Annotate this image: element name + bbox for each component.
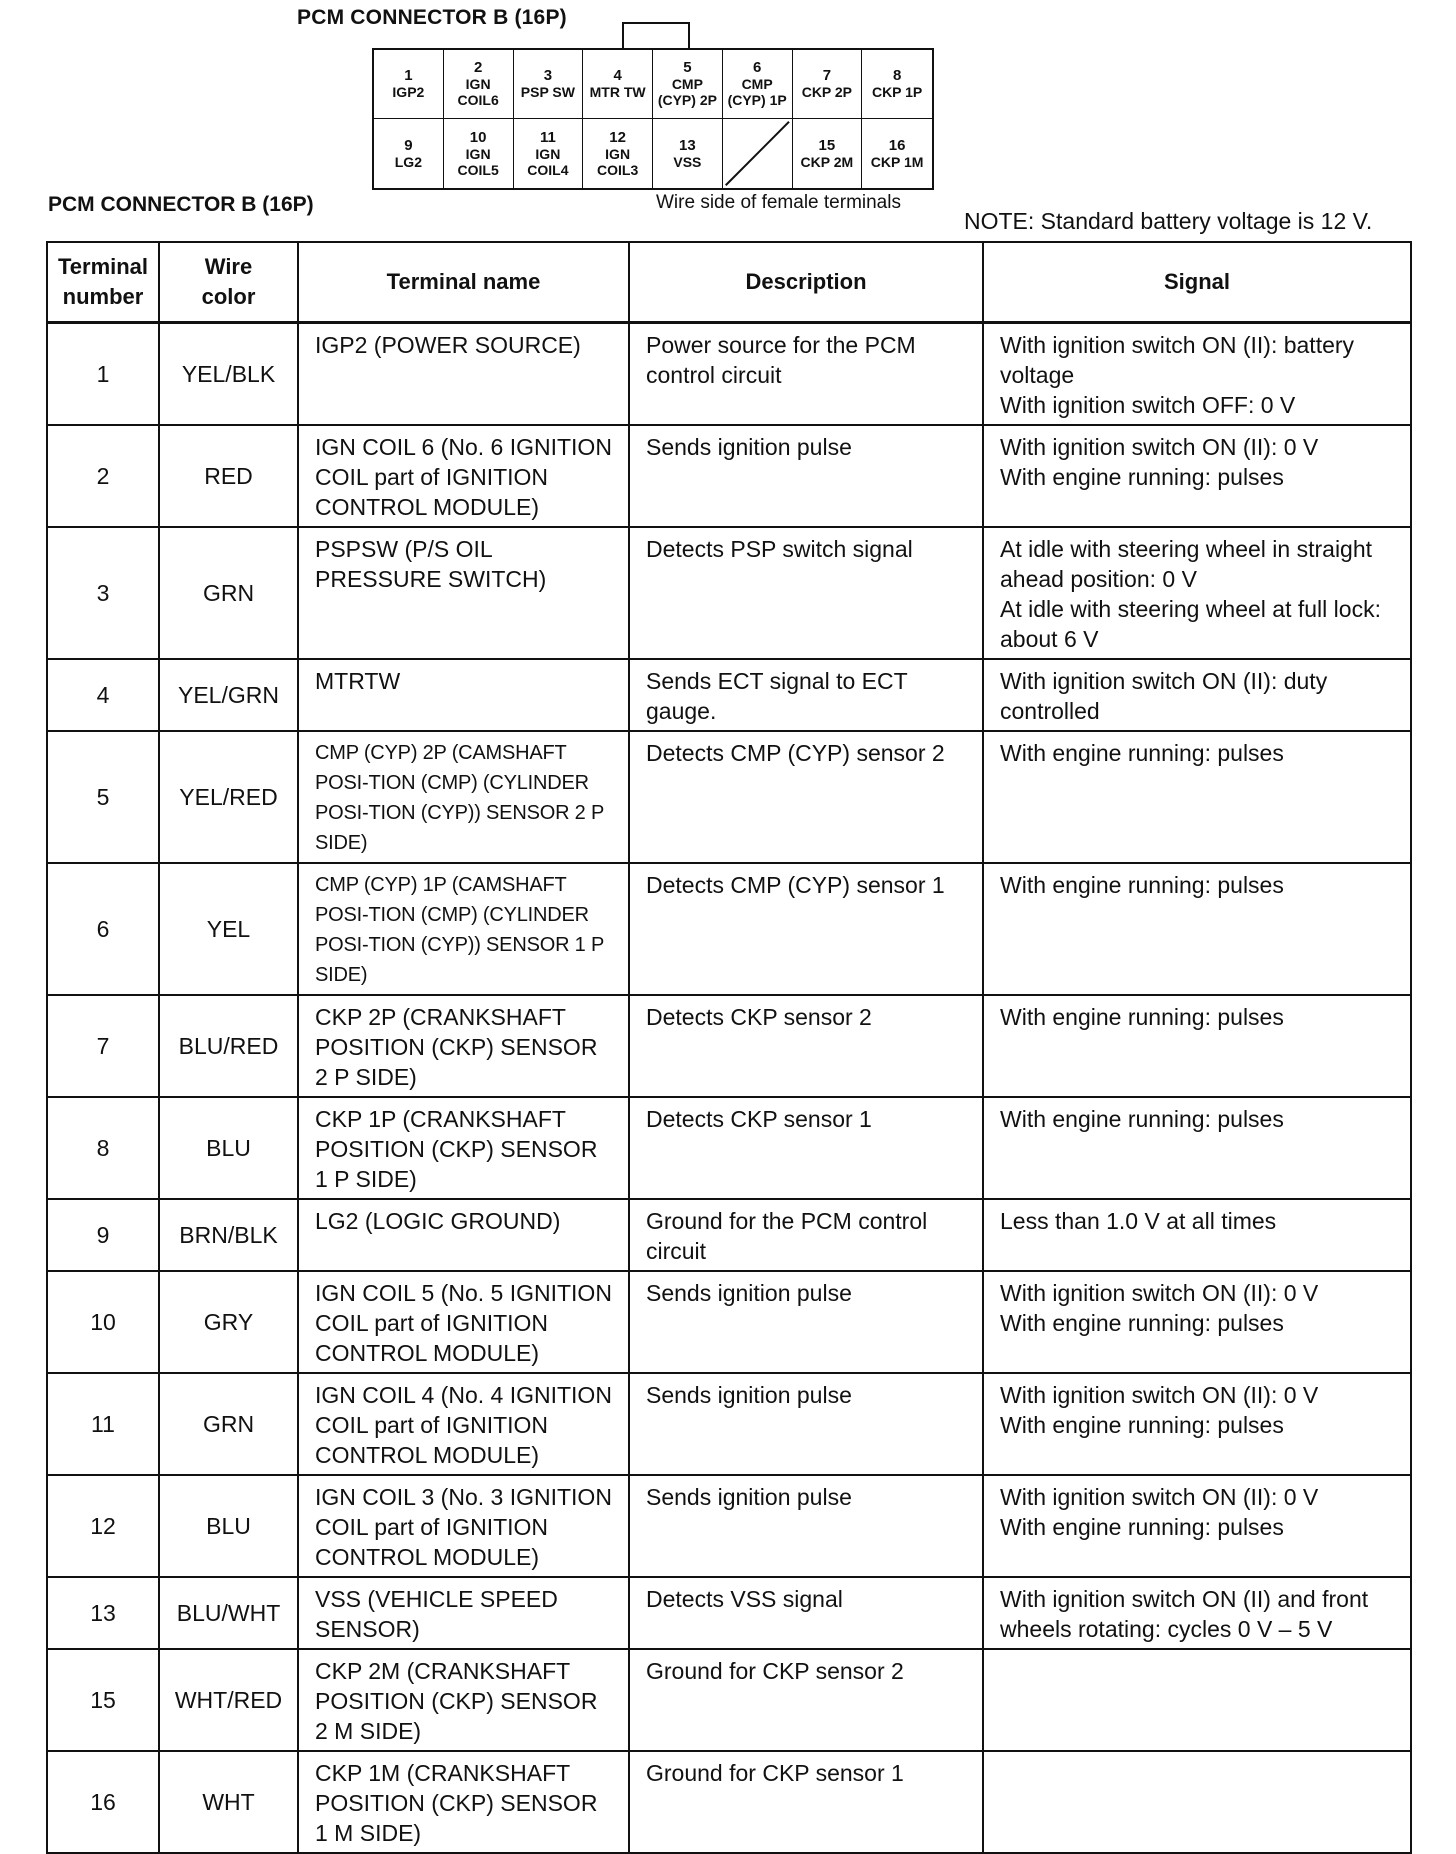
terminal-number-cell: 5 xyxy=(47,731,159,863)
terminal-name-cell: IGN COIL 4 (No. 4 IGNITION COIL part of IGNITION CONTROL MODULE) xyxy=(298,1373,629,1475)
table-row xyxy=(47,1097,1411,1199)
wire-color-cell: RED xyxy=(159,425,298,527)
table-row xyxy=(47,1751,1411,1853)
connector-pin xyxy=(583,50,653,119)
header-wire-color: Wire color xyxy=(159,242,298,322)
pin-number: 13 xyxy=(679,136,696,154)
terminal-number-cell: 9 xyxy=(47,1199,159,1271)
terminal-name-cell: VSS (VEHICLE SPEED SENSOR) xyxy=(298,1577,629,1649)
pin-number: 3 xyxy=(543,67,553,84)
connector-diagram xyxy=(372,48,934,190)
table-title: PCM CONNECTOR B (16P) xyxy=(48,193,314,216)
pin-number: 4 xyxy=(613,67,622,84)
pin-number: 11 xyxy=(539,128,556,146)
wire-color-cell: BLU/WHT xyxy=(159,1577,298,1649)
pinout-table xyxy=(46,241,1412,1854)
signal-cell: With engine running: pulses xyxy=(983,863,1411,995)
connector-pin xyxy=(514,50,584,119)
table-row xyxy=(47,1271,1411,1373)
terminal-number-cell: 2 xyxy=(47,425,159,527)
table-row xyxy=(47,1475,1411,1577)
signal-cell: With engine running: pulses xyxy=(983,731,1411,863)
terminal-name-cell: CKP 1M (CRANKSHAFT POSITION (CKP) SENSOR 1 M SIDE) xyxy=(298,1751,629,1853)
wire-color-cell: YEL xyxy=(159,863,298,995)
table-row xyxy=(47,527,1411,659)
empty-slot-slash xyxy=(723,119,792,188)
table-row xyxy=(47,1199,1411,1271)
table-header-row xyxy=(47,242,1411,322)
table-row xyxy=(47,1373,1411,1475)
signal-cell: With ignition switch ON (II): 0 V With engine running: pulses xyxy=(983,425,1411,527)
description-cell: Detects VSS signal xyxy=(629,1577,983,1649)
wire-color-cell: BLU xyxy=(159,1475,298,1577)
connector-pin xyxy=(444,119,514,188)
pin-number: 15 xyxy=(818,136,836,154)
connector-pin xyxy=(862,119,932,188)
description-cell: Detects PSP switch signal xyxy=(629,527,983,659)
wire-color-cell: YEL/RED xyxy=(159,731,298,863)
connector-pin xyxy=(793,119,863,188)
description-cell: Sends ignition pulse xyxy=(629,425,983,527)
connector-pin xyxy=(514,119,584,188)
description-cell: Detects CMP (CYP) sensor 2 xyxy=(629,731,983,863)
signal-cell: With ignition switch ON (II) and front wheels rotating: cycles 0 V – 5 V xyxy=(983,1577,1411,1649)
table-row xyxy=(47,659,1411,731)
wire-color-cell: GRY xyxy=(159,1271,298,1373)
terminal-number-cell: 6 xyxy=(47,863,159,995)
table-row xyxy=(47,863,1411,995)
pin-number: 8 xyxy=(892,67,902,84)
pin-number: 16 xyxy=(888,136,906,154)
pin-label: CKP 1P xyxy=(871,84,923,100)
description-cell: Ground for the PCM control circuit xyxy=(629,1199,983,1271)
terminal-name-cell: IGN COIL 6 (No. 6 IGNITION COIL part of IGNITION CONTROL MODULE) xyxy=(298,425,629,527)
terminal-number-cell: 15 xyxy=(47,1649,159,1751)
description-cell: Sends ignition pulse xyxy=(629,1271,983,1373)
terminal-number-cell: 16 xyxy=(47,1751,159,1853)
terminal-name-cell: CMP (CYP) 2P (CAMSHAFT POSI-TION (CMP) (CYLINDER POSI-TION (CYP)) SENSOR 2 P SIDE) xyxy=(298,731,629,863)
table-body xyxy=(47,322,1411,1853)
connector-pin xyxy=(583,119,653,188)
wire-color-cell: WHT xyxy=(159,1751,298,1853)
description-cell: Detects CKP sensor 1 xyxy=(629,1097,983,1199)
pin-number: 5 xyxy=(683,59,692,76)
connector-pin xyxy=(653,119,723,188)
pin-number: 1 xyxy=(404,67,413,84)
connector-pin xyxy=(444,50,514,119)
header-terminal-name: Terminal name xyxy=(298,242,629,322)
signal-cell: Less than 1.0 V at all times xyxy=(983,1199,1411,1271)
pin-label: IGN COIL5 xyxy=(457,145,499,178)
wire-color-cell: GRN xyxy=(159,1373,298,1475)
signal-cell xyxy=(983,1649,1411,1751)
wire-color-cell: BRN/BLK xyxy=(159,1199,298,1271)
wire-color-cell: YEL/GRN xyxy=(159,659,298,731)
pin-label: CKP 1M xyxy=(870,153,924,170)
pin-number: 10 xyxy=(469,128,487,146)
description-cell: Sends ignition pulse xyxy=(629,1373,983,1475)
pin-label: PSP SW xyxy=(520,84,575,100)
description-cell: Ground for CKP sensor 2 xyxy=(629,1649,983,1751)
pin-number: 6 xyxy=(752,59,762,76)
pin-label: IGN COIL6 xyxy=(457,76,499,108)
terminal-name-cell: LG2 (LOGIC GROUND) xyxy=(298,1199,629,1271)
description-cell: Sends ignition pulse xyxy=(629,1475,983,1577)
terminal-name-cell: PSPSW (P/S OIL PRESSURE SWITCH) xyxy=(298,527,629,659)
signal-cell: With ignition switch ON (II): 0 V With engine running: pulses xyxy=(983,1373,1411,1475)
description-cell: Detects CKP sensor 2 xyxy=(629,995,983,1097)
table-row xyxy=(47,1649,1411,1751)
terminal-name-cell: CKP 1P (CRANKSHAFT POSITION (CKP) SENSOR 1 P SIDE) xyxy=(298,1097,629,1199)
wire-color-cell: GRN xyxy=(159,527,298,659)
connector-pin xyxy=(793,50,863,119)
wire-color-cell: WHT/RED xyxy=(159,1649,298,1751)
pin-label: VSS xyxy=(673,153,702,170)
terminal-name-cell: CKP 2P (CRANKSHAFT POSITION (CKP) SENSOR 2 P SIDE) xyxy=(298,995,629,1097)
wire-side-caption: Wire side of female terminals xyxy=(656,192,901,213)
terminal-name-cell: IGN COIL 5 (No. 5 IGNITION COIL part of IGNITION CONTROL MODULE) xyxy=(298,1271,629,1373)
pin-number: 9 xyxy=(404,136,413,154)
terminal-number-cell: 11 xyxy=(47,1373,159,1475)
pin-label: LG2 xyxy=(394,153,422,170)
terminal-number-cell: 10 xyxy=(47,1271,159,1373)
connector-title: PCM CONNECTOR B (16P) xyxy=(297,6,567,29)
terminal-number-cell: 4 xyxy=(47,659,159,731)
pin-label: IGP2 xyxy=(392,84,425,100)
wire-color-cell: BLU/RED xyxy=(159,995,298,1097)
connector-pin xyxy=(374,50,444,119)
signal-cell: With engine running: pulses xyxy=(983,1097,1411,1199)
table-row xyxy=(47,995,1411,1097)
table-row xyxy=(47,1577,1411,1649)
connector-pin xyxy=(723,50,793,119)
pin-label: IGN COIL3 xyxy=(597,145,639,178)
signal-cell: With ignition switch ON (II): 0 V With engine running: pulses xyxy=(983,1475,1411,1577)
pin-label: CMP (CYP) 2P xyxy=(657,76,717,108)
header-terminal-number: Terminal number xyxy=(47,242,159,322)
signal-cell xyxy=(983,1751,1411,1853)
pin-label: IGN COIL4 xyxy=(527,145,569,178)
table-row xyxy=(47,731,1411,863)
description-cell: Detects CMP (CYP) sensor 1 xyxy=(629,863,983,995)
battery-note: NOTE: Standard battery voltage is 12 V. xyxy=(964,208,1373,234)
terminal-number-cell: 12 xyxy=(47,1475,159,1577)
signal-cell: At idle with steering wheel in straight ahead position: 0 V At idle with steering wheel at full lock: about 6 V xyxy=(983,527,1411,659)
description-cell: Power source for the PCM control circuit xyxy=(629,322,983,425)
terminal-name-cell: IGN COIL 3 (No. 3 IGNITION COIL part of IGNITION CONTROL MODULE) xyxy=(298,1475,629,1577)
table-row xyxy=(47,322,1411,425)
connector-pin xyxy=(862,50,932,119)
connector-pin-empty xyxy=(723,119,793,188)
description-cell: Ground for CKP sensor 1 xyxy=(629,1751,983,1853)
terminal-name-cell: CMP (CYP) 1P (CAMSHAFT POSI-TION (CMP) (CYLINDER POSI-TION (CYP)) SENSOR 1 P SIDE) xyxy=(298,863,629,995)
signal-cell: With ignition switch ON (II): duty controlled xyxy=(983,659,1411,731)
pin-number: 7 xyxy=(822,67,832,84)
terminal-number-cell: 8 xyxy=(47,1097,159,1199)
description-cell: Sends ECT signal to ECT gauge. xyxy=(629,659,983,731)
wire-color-cell: YEL/BLK xyxy=(159,322,298,425)
wire-color-cell: BLU xyxy=(159,1097,298,1199)
pin-label: CKP 2P xyxy=(801,84,853,100)
terminal-number-cell: 3 xyxy=(47,527,159,659)
connector-lock-bracket xyxy=(622,22,690,48)
terminal-name-cell: CKP 2M (CRANKSHAFT POSITION (CKP) SENSOR 2 M SIDE) xyxy=(298,1649,629,1751)
header-description: Description xyxy=(629,242,983,322)
signal-cell: With ignition switch ON (II): 0 V With engine running: pulses xyxy=(983,1271,1411,1373)
terminal-name-cell: MTRTW xyxy=(298,659,629,731)
signal-cell: With engine running: pulses xyxy=(983,995,1411,1097)
connector-pin xyxy=(374,119,444,188)
terminal-number-cell: 7 xyxy=(47,995,159,1097)
signal-cell: With ignition switch ON (II): battery voltage With ignition switch OFF: 0 V xyxy=(983,322,1411,425)
terminal-number-cell: 1 xyxy=(47,322,159,425)
table-row xyxy=(47,425,1411,527)
terminal-name-cell: IGP2 (POWER SOURCE) xyxy=(298,322,629,425)
pin-number: 12 xyxy=(609,128,626,146)
pin-number: 2 xyxy=(473,59,483,76)
header-signal: Signal xyxy=(983,242,1411,322)
connector-pin xyxy=(653,50,723,119)
pin-label: MTR TW xyxy=(589,84,646,100)
pin-label: CMP (CYP) 1P xyxy=(727,76,787,108)
terminal-number-cell: 13 xyxy=(47,1577,159,1649)
pin-label: CKP 2M xyxy=(800,153,854,170)
